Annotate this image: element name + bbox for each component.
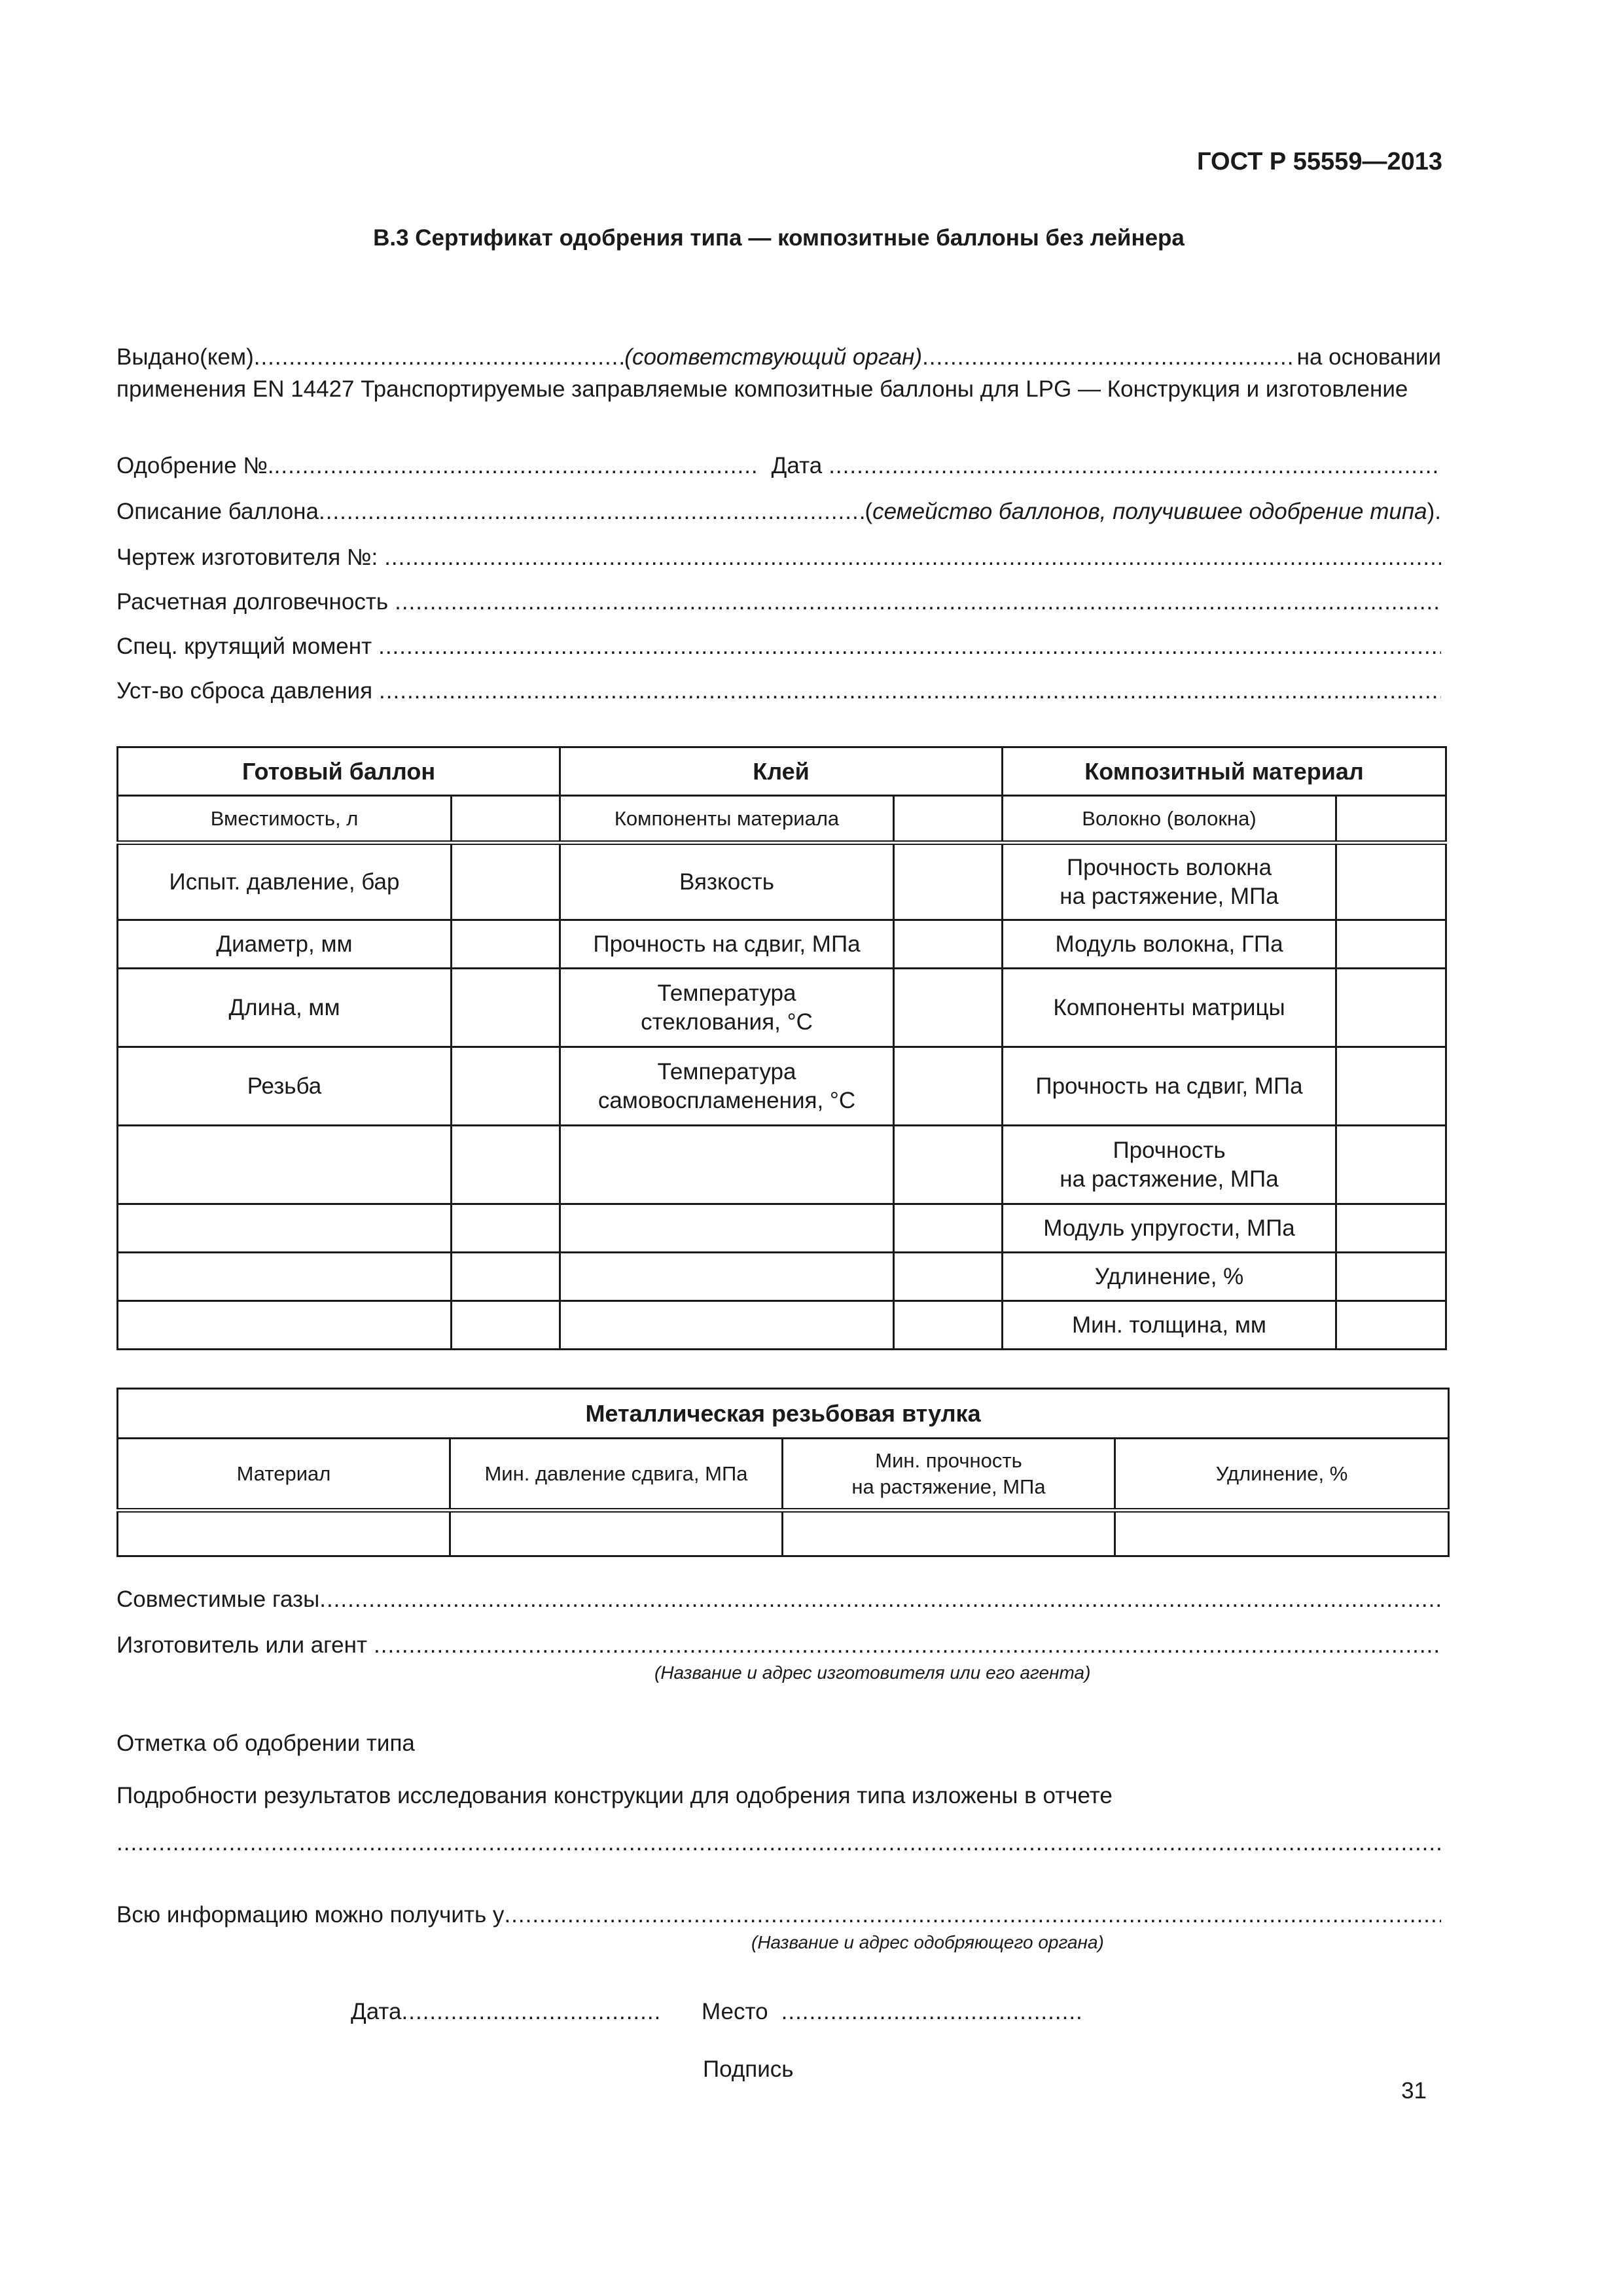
section-title: В.3 Сертификат одобрения типа — композитные баллоны без лейнера	[373, 225, 1185, 251]
issued-fill-1[interactable]	[254, 344, 625, 370]
standard-number: ГОСТ Р 55559—2013	[1197, 148, 1442, 175]
torque-label: Спец. крутящий момент	[116, 634, 372, 659]
manufacturer-note: (Название и адрес изготовителя или его агента)	[654, 1662, 1091, 1683]
design-life-label: Расчетная долговечность	[116, 589, 389, 615]
details-line	[116, 1783, 1441, 1813]
row-label: Испыт. давление, бар	[118, 843, 452, 920]
header-adhesive: Клей	[560, 747, 1003, 796]
issued-fill-2[interactable]	[922, 344, 1293, 370]
value-cell[interactable]	[452, 920, 560, 969]
drawing-label: Чертеж изготовителя №:	[116, 545, 378, 570]
signoff-place-fill[interactable]	[781, 1999, 1082, 2025]
value-cell[interactable]	[452, 796, 560, 843]
value-cell[interactable]	[1336, 843, 1446, 920]
row-label: Компоненты матрицы	[1003, 969, 1336, 1047]
empty-cell[interactable]	[118, 1126, 452, 1204]
info-note: (Название и адрес одобряющего органа)	[751, 1932, 1104, 1952]
pressure-relief-label: Уст-во сброса давления	[116, 678, 373, 704]
empty-cell[interactable]	[118, 1301, 452, 1350]
approval-line	[116, 453, 1441, 483]
authority-hint: (соответствующий орган)	[624, 344, 923, 370]
issued-line	[116, 344, 1441, 374]
subheader-capacity: Вместимость, л	[118, 796, 452, 843]
row-label: Прочность на растяжение, МПа	[1003, 1126, 1336, 1204]
torque-line	[116, 634, 1441, 664]
empty-cell[interactable]	[560, 1253, 894, 1301]
approval-mark	[116, 1731, 1441, 1761]
value-cell[interactable]	[1336, 1126, 1446, 1204]
value-cell[interactable]	[118, 1511, 450, 1556]
value-cell[interactable]	[452, 1301, 560, 1350]
compatible-gases-line	[116, 1587, 1441, 1617]
signoff-date-label: Дата	[351, 1999, 402, 2024]
drawing-fill[interactable]	[384, 545, 1441, 571]
pressure-relief-line	[116, 678, 1441, 708]
value-cell[interactable]	[1336, 969, 1446, 1047]
signature-label: Подпись	[703, 2056, 794, 2082]
value-cell[interactable]	[450, 1511, 783, 1556]
manufacturer-fill[interactable]	[374, 1632, 1441, 1659]
value-cell[interactable]	[1336, 1204, 1446, 1253]
value-cell[interactable]	[894, 1126, 1003, 1204]
signoff-place-label: Место	[702, 1999, 768, 2024]
value-cell[interactable]	[452, 1047, 560, 1126]
value-cell[interactable]	[452, 1204, 560, 1253]
bushing-table	[116, 1388, 1450, 1557]
page-number: 31	[1401, 2078, 1427, 2104]
details-text: Подробности результатов исследования конструкции для одобрения типа изложены в отчете	[116, 1783, 1113, 1808]
description-hint: семейство баллонов, получившее одобрение типа	[872, 499, 1427, 524]
approval-no-label: Одобрение №.	[116, 453, 274, 478]
value-cell[interactable]	[894, 843, 1003, 920]
manufacturer-line	[116, 1632, 1441, 1662]
row-label: Диаметр, мм	[118, 920, 452, 969]
row-label: Прочность волокна на растяжение, МПа	[1003, 843, 1336, 920]
empty-cell[interactable]	[118, 1253, 452, 1301]
value-cell[interactable]	[894, 1047, 1003, 1126]
issued-label: Выдано(кем)	[116, 344, 254, 370]
value-cell[interactable]	[894, 920, 1003, 969]
empty-cell[interactable]	[560, 1126, 894, 1204]
description-label: Описание баллона	[116, 499, 319, 524]
info-line	[116, 1902, 1441, 1932]
compatible-gases-fill[interactable]	[319, 1587, 1441, 1613]
signoff-date-line	[351, 1999, 658, 2029]
row-label: Температура самовоспламенения, °С	[560, 1047, 894, 1126]
value-cell[interactable]	[1336, 920, 1446, 969]
description-line: Описание баллона ..... ( семейство баллонов, получившее одобрение типа ).	[116, 499, 1441, 529]
col-shear-pressure: Мин. давление сдвига, МПа	[450, 1439, 783, 1511]
design-life-line	[116, 589, 1441, 619]
report-line	[116, 1830, 1441, 1860]
value-cell[interactable]	[452, 969, 560, 1047]
value-cell[interactable]	[452, 1253, 560, 1301]
compatible-gases-label: Совместимые газы	[116, 1587, 320, 1612]
date-label: Дата	[771, 453, 823, 478]
header-composite: Композитный материал	[1003, 747, 1446, 796]
cylinder-table	[116, 746, 1447, 1350]
value-cell[interactable]	[1115, 1511, 1449, 1556]
date-fill[interactable]	[829, 453, 1441, 479]
drawing-line	[116, 545, 1441, 575]
subheader-components: Компоненты материала	[560, 796, 894, 843]
approval-mark-text: Отметка об одобрении типа	[116, 1731, 415, 1756]
col-material: Материал	[118, 1439, 450, 1511]
description-fill[interactable]	[319, 499, 865, 525]
subheader-fiber: Волокно (волокна)	[1003, 796, 1336, 843]
value-cell[interactable]	[1336, 1301, 1446, 1350]
empty-cell[interactable]	[118, 1204, 452, 1253]
value-cell[interactable]	[452, 843, 560, 920]
value-cell[interactable]	[1336, 1253, 1446, 1301]
bushing-title: Металлическая резьбовая втулка	[118, 1389, 1449, 1439]
col-tensile-strength: Мин. прочность на растяжение, МПа	[783, 1439, 1115, 1511]
info-label: Всю информацию можно получить у	[116, 1902, 505, 1928]
empty-cell[interactable]	[560, 1301, 894, 1350]
row-label: Прочность на сдвиг, МПа	[1003, 1047, 1336, 1126]
header-finished-cylinder: Готовый баллон	[118, 747, 560, 796]
design-life-fill[interactable]	[395, 589, 1441, 615]
basis-text: на основании	[1296, 344, 1442, 370]
value-cell[interactable]	[1336, 1047, 1446, 1126]
info-fill[interactable]	[504, 1902, 1441, 1928]
value-cell[interactable]	[894, 1204, 1003, 1253]
row-label: Модуль упругости, МПа	[1003, 1204, 1336, 1253]
col-elongation: Удлинение, %	[1115, 1439, 1449, 1511]
pressure-relief-fill[interactable]	[379, 678, 1441, 704]
value-cell[interactable]	[894, 1301, 1003, 1350]
row-label: Температура стеклования, °С	[560, 969, 894, 1047]
empty-cell[interactable]	[560, 1204, 894, 1253]
value-cell[interactable]	[783, 1511, 1115, 1556]
value-cell[interactable]	[1336, 796, 1446, 843]
row-label: Мин. толщина, мм	[1003, 1301, 1336, 1350]
signoff-place-line	[702, 1999, 1082, 2029]
approval-no-fill[interactable]	[274, 453, 758, 479]
value-cell[interactable]	[894, 1253, 1003, 1301]
signoff-date-fill[interactable]	[402, 1999, 658, 2025]
row-label: Вязкость	[560, 843, 894, 920]
report-fill[interactable]	[116, 1830, 1441, 1856]
value-cell[interactable]	[894, 796, 1003, 843]
row-label: Модуль волокна, ГПа	[1003, 920, 1336, 969]
row-label: Удлинение, %	[1003, 1253, 1336, 1301]
issued-rest: применения EN 14427 Транспортируемые заправляемые композитные баллоны для LPG — Конструкция и изготовление	[116, 376, 1408, 402]
row-label: Длина, мм	[118, 969, 452, 1047]
value-cell[interactable]	[894, 969, 1003, 1047]
row-label: Прочность на сдвиг, МПа	[560, 920, 894, 969]
row-label: Резьба	[118, 1047, 452, 1126]
manufacturer-label: Изготовитель или агент	[116, 1632, 368, 1658]
value-cell[interactable]	[452, 1126, 560, 1204]
torque-fill[interactable]	[378, 634, 1441, 660]
